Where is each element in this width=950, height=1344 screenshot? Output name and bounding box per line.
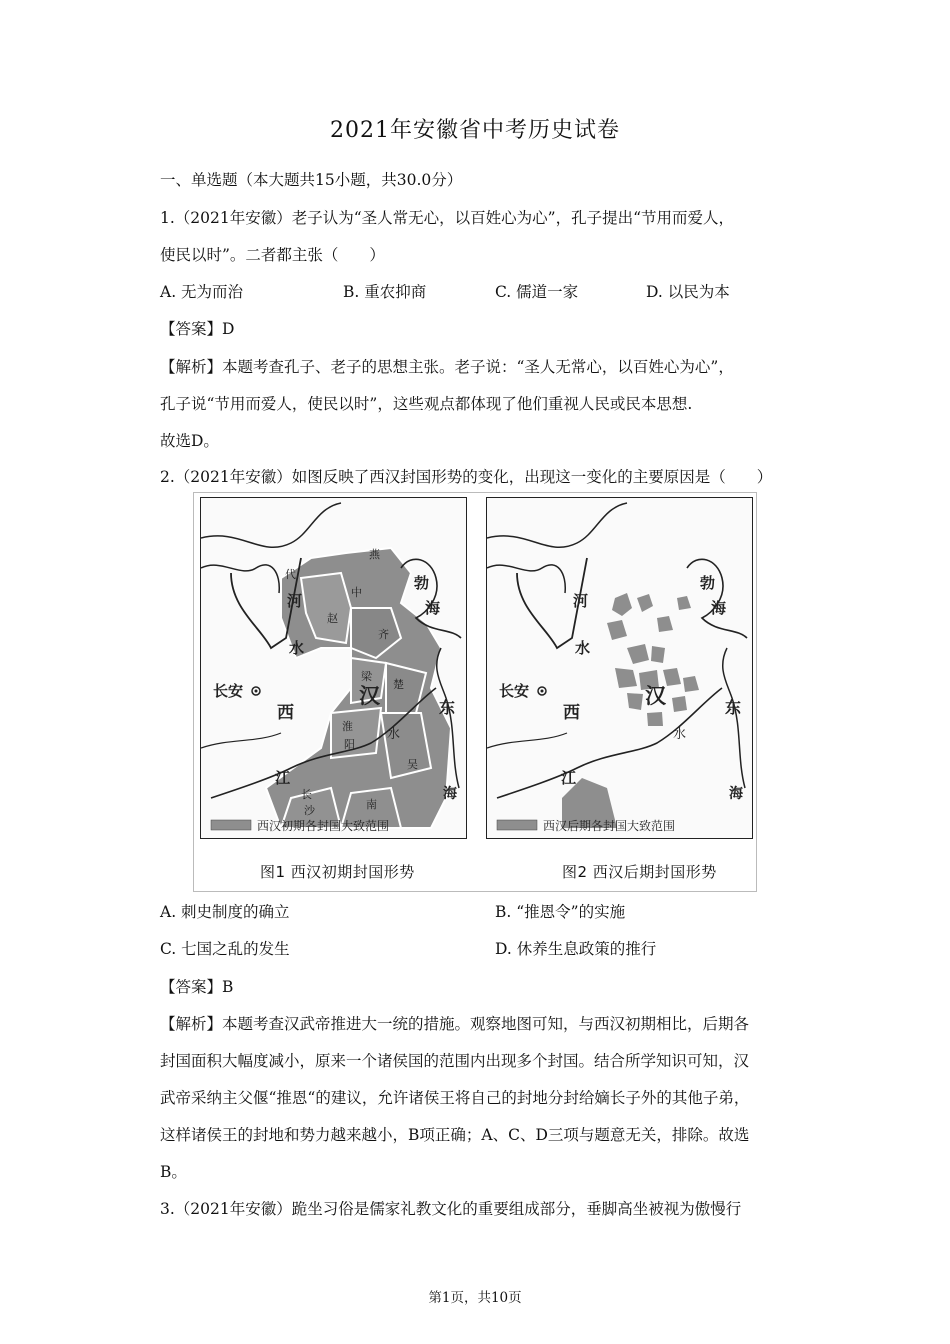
map2-label-jiang: 江: [561, 769, 577, 787]
map1-label-dong: 东: [439, 698, 456, 717]
map1-label-xi: 西: [277, 703, 294, 723]
han-fiefdom-maps-figure: [193, 492, 757, 892]
q1-option-d: D. 以民为本: [646, 283, 730, 301]
map-early-western-han: [200, 497, 467, 839]
map1-label-qi: 齐: [378, 628, 389, 641]
q2-option-d: D. 休养生息政策的推行: [495, 940, 657, 958]
map1-svg: [201, 498, 466, 838]
map2-label-hai2: 海: [729, 786, 743, 802]
q1-stem-line1: 1.（2021年安徽）老子认为“圣人常无心，以百姓心为心”，孔子提出“节用而爱人，: [160, 209, 735, 227]
map1-label-yan: 燕: [369, 548, 380, 561]
map1-label-wu: 吴: [407, 758, 418, 771]
map2-label-hai: 海: [711, 599, 727, 617]
q2-option-a: A. 刺史制度的确立: [160, 903, 290, 921]
map1-label-hai: 海: [425, 599, 441, 617]
map1-label-nan: 南: [366, 798, 377, 811]
map1-label-chu: 楚: [393, 678, 404, 691]
map1-label-zhao: 赵: [327, 612, 338, 625]
map1-label-dai: 代: [285, 568, 296, 581]
map1-label-han-shui: 水: [387, 727, 401, 742]
q1-option-b: B. 重农抑商: [343, 283, 427, 301]
map-late-western-han: [486, 497, 753, 839]
q2-stem: 2.（2021年安徽）如图反映了西汉封国形势的变化，出现这一变化的主要原因是（ ）: [160, 468, 773, 486]
map1-label-sha: 沙: [304, 804, 315, 817]
q1-option-c: C. 儒道一家: [495, 283, 579, 301]
map1-label-shui: 水: [289, 639, 305, 657]
map2-label-dong: 东: [725, 698, 742, 717]
q1-stem-line2: 使民以时”。二者都主张（ ）: [160, 246, 385, 264]
map2-label-han-shui: 水: [673, 727, 687, 742]
q2-analysis-line2: 封国面积大幅度减小，原来一个诸侯国的范围内出现多个封国。结合所学知识可知，汉: [160, 1052, 750, 1070]
section-heading: 一、单选题（本大题共15小题，共30.0分）: [160, 171, 463, 189]
map1-label-he: 河: [287, 592, 303, 610]
q2-answer: 【答案】B: [160, 978, 234, 996]
q2-analysis-line1: 【解析】本题考查汉武帝推进大一统的措施。观察地图可知，与西汉初期相比，后期各: [160, 1015, 750, 1033]
map2-label-bo: 勃: [700, 574, 716, 592]
q2-analysis-line5: B。: [160, 1163, 187, 1181]
page-footer: 第1页，共10页: [428, 1290, 522, 1306]
map1-label-yang: 阳: [344, 738, 355, 751]
map1-label-huai: 淮: [342, 720, 353, 733]
map1-label-jiang: 江: [275, 769, 291, 787]
map2-label-xi: 西: [563, 703, 580, 723]
map2-legend-text: 西汉后期各封国大致范围: [543, 819, 676, 833]
q1-option-a: A. 无为而治: [160, 283, 244, 301]
q2-option-c: C. 七国之乱的发生: [160, 940, 290, 958]
q2-analysis-line4: 这样诸侯王的封地和势力越来越小，B项正确；A、C、D三项与题意无关，排除。故选: [160, 1126, 750, 1144]
map2-label-he: 河: [573, 592, 589, 610]
map1-label-hai2: 海: [443, 786, 457, 802]
map1-label-han: 汉: [359, 684, 380, 708]
map1-label-changan: 长安: [213, 682, 244, 700]
map2-label-shui: 水: [575, 639, 591, 657]
q3-stem-line1: 3.（2021年安徽）跪坐习俗是儒家礼教文化的重要组成部分，垂脚高坐被视为傲慢行: [160, 1200, 742, 1218]
map2-label-changan: 长安: [499, 682, 530, 700]
map2-caption: 图2 西汉后期封国形势: [562, 863, 717, 881]
map1-label-chang: 长: [301, 788, 312, 801]
map1-label-bo: 勃: [414, 574, 430, 592]
map1-legend-text: 西汉初期各封国大致范围: [257, 819, 390, 833]
map1-label-zhong: 中: [351, 586, 362, 599]
map1-label-liang: 梁: [361, 670, 372, 683]
q1-analysis-line1: 【解析】本题考查孔子、老子的思想主张。老子说：“圣人无常心，以百姓心为心”，: [160, 358, 734, 376]
map1-caption: 图1 西汉初期封国形势: [260, 863, 415, 881]
map2-svg: [487, 498, 752, 838]
q2-analysis-line3: 武帝采纳主父偃“推恩“的建议，允许诸侯王将自己的封地分封给嫡长子外的其他子弟，: [160, 1089, 750, 1107]
q1-answer: 【答案】D: [160, 320, 235, 338]
q1-analysis-line3: 故选D。: [160, 432, 219, 450]
q2-option-b: B. “推恩令”的实施: [495, 903, 626, 921]
page-title: 2021年安徽省中考历史试卷: [330, 118, 620, 143]
map2-label-han: 汉: [645, 684, 666, 708]
q1-analysis-line2: 孔子说“节用而爱人，使民以时”，这些观点都体现了他们重视人民或民本思想.: [160, 395, 693, 413]
